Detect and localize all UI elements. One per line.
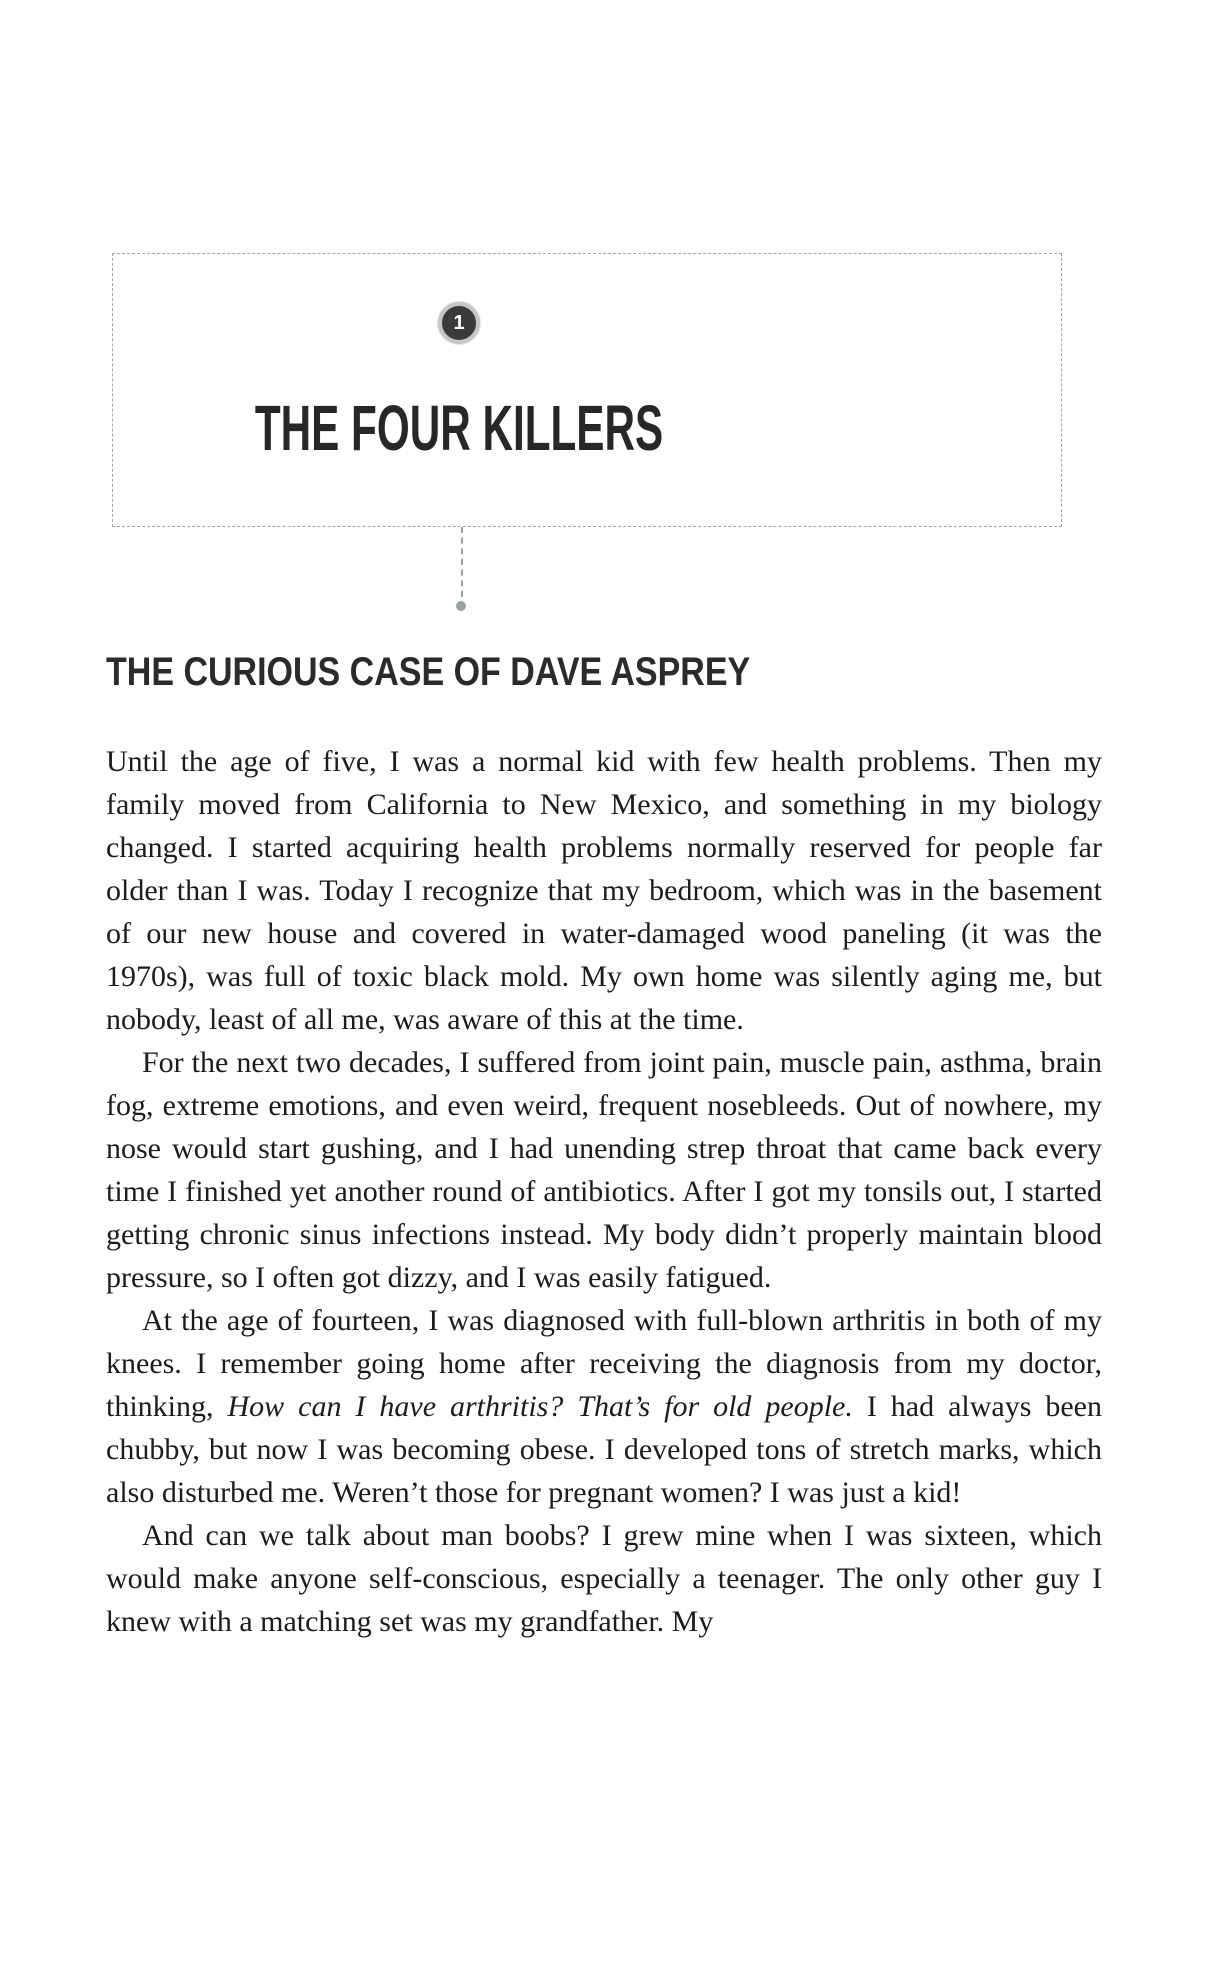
paragraph-1: Until the age of five, I was a normal kid with few health problems. Then my family moved from California to New Mexico, and something in my biology changed. I started acquiring health problems normally reserved for people far older than I was. Today I recognize that my bedroom, which was in the basement of our new house and covered in water-damaged wood paneling (it was the 1970s), was full of toxic black mold. My own home was silently aging me, but nobody, least of all me, was aware of this at the time.: [106, 745, 1102, 1036]
page-body: [106, 650, 1102, 1643]
chapter-box: [112, 253, 1062, 527]
chapter-connector-dot: [456, 601, 466, 611]
paragraph-2: For the next two decades, I suffered from joint pain, muscle pain, asthma, brain fog, extreme emotions, and even weird, frequent nosebleeds. Out of nowhere, my nose would start gushing, and I had unending strep throat that came back every time I finished yet another round of antibiotics. After I got my tonsils out, I started getting chronic sinus infections instead. My body didn’t properly maintain blood pressure, so I often got dizzy, and I was easily fatigued.: [106, 1046, 1102, 1294]
chapter-box-inner: [0, 254, 933, 464]
chapter-connector-line: [461, 527, 463, 597]
paragraph-3-italic-quote: How can I have arthritis? That’s for old people.: [227, 1390, 853, 1423]
chapter-number-badge: [438, 302, 480, 344]
paragraph-4: And can we talk about man boobs? I grew mine when I was sixteen, which would make anyone self-conscious, especially a teenager. The only other guy I knew with a matching set was my grandfather. My: [106, 1519, 1102, 1638]
paragraph-3-tail: I had always been chubby, but now I was becoming obese. I developed tons of stretch marks, which also disturbed me. Weren’t those for pregnant women? I was just a kid!: [106, 1390, 1102, 1509]
chapter-number: 1: [453, 312, 465, 334]
paragraph-3-lead: At the age of fourteen, I was diagnosed with full-blown arthritis in both of my knees. I remember going home after receiving the diagnosis from my doctor, thinking,: [106, 1304, 1102, 1423]
section-heading: THE CURIOUS CASE OF DAVE ASPREY: [106, 650, 751, 694]
chapter-title: THE FOUR KILLERS: [254, 392, 664, 464]
paragraph-3: [106, 1299, 1102, 1514]
